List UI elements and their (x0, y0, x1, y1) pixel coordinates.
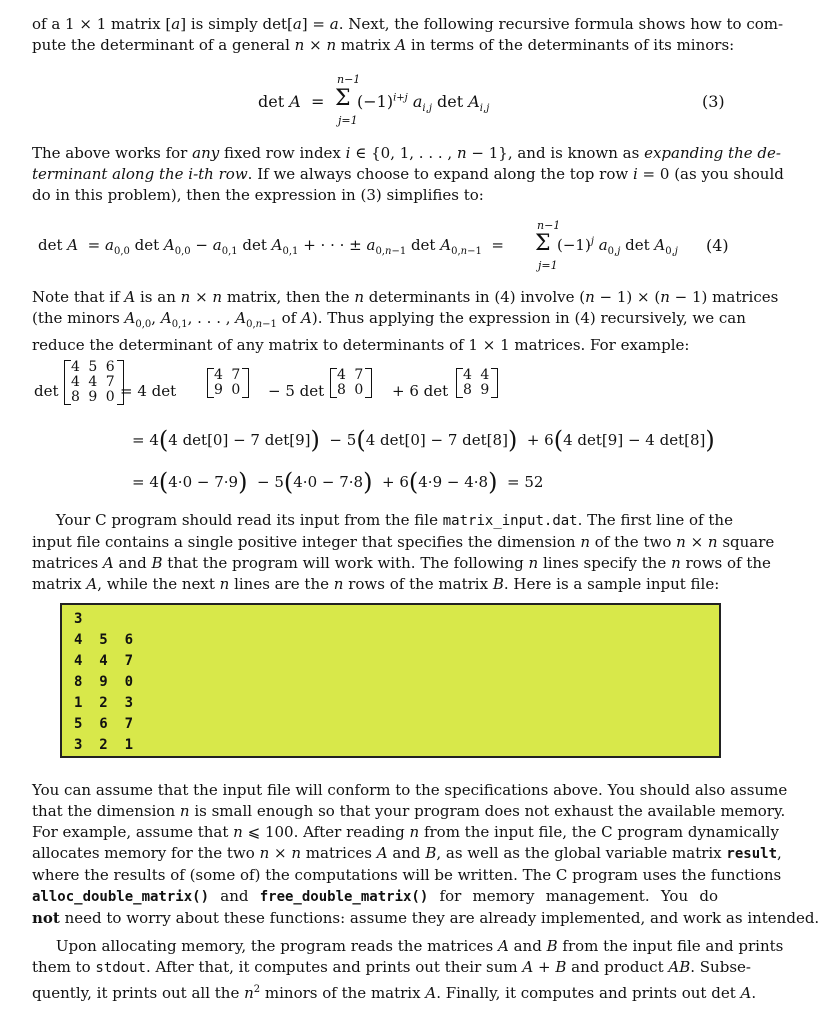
coefficient: 6 (409, 382, 419, 400)
eq4-sum: $(-1)^j$ $a_{0,j}$ $\det A_{0,j}$ (557, 236, 678, 257)
text-line: (the minors $A_{0,0}$, $A_{0,1}$, . . . , $A_{0,n-1}$ of A). Thus applying the expression in (4) recursively, we can (32, 309, 746, 330)
coefficient: 4 (137, 382, 147, 400)
matrix-row: 4 7 (214, 367, 243, 383)
minor-matrix (207, 368, 249, 398)
eq4-lower-limit: j=1 (538, 259, 558, 272)
text-line: You can assume that the input file will conform to the specifications above. You should also assume (32, 781, 788, 799)
text-line: For example, assume that n ⩽ 100. After reading n from the input file, the C program dynamically (32, 823, 779, 841)
text-line: Upon allocating memory, the program reads the matrices A and B from the input file and prints (32, 937, 784, 955)
minor-matrix (456, 368, 498, 398)
paragraph-program-flow (32, 936, 784, 1004)
text-line: them to stdout. After that, it computes and prints out their sum A + B and product AB. Subse- (32, 958, 751, 976)
expansion-term-3: + 6 det (392, 382, 449, 400)
sample-input-file (60, 603, 721, 758)
matrix-row: 4 4 (463, 367, 492, 383)
sigma-symbol: Σ (535, 231, 551, 256)
matrix-3x3 (64, 360, 124, 405)
text-line: pute the determinant of a general n × n matrix A in terms of the determinants of its minors: (32, 36, 735, 54)
eq4-body: $\det A = a_{0,0}$ $\det A_{0,0} - a_{0,1}$ $\det A_{0,1}$ + · · · ± $a_{0,n-1}$ $\det A_{0,n-1}$ = (38, 236, 504, 257)
example-line-3: = 4(4·0 − 7·9) − 5(4·0 − 7·8) + 6(4·9 − 4·8) = 52 (132, 468, 544, 496)
text-line: matrices A and B that the program will work with. The following n lines specify the n rows of the (32, 554, 771, 572)
paragraph-expansion (32, 143, 784, 206)
eq3-number: (3) (702, 92, 725, 111)
eq3-lhs: det A = (258, 92, 325, 111)
eq4-number: (4) (706, 236, 729, 255)
coefficient: 5 (285, 382, 295, 400)
code-line: 3 2 1 (74, 737, 134, 753)
text-line: quently, it prints out all the $n^2$ minors of the matrix A. Finally, it computes and prints out det A. (32, 984, 757, 1002)
matrix-row: 8 9 (463, 382, 492, 398)
matrix-row: 8 9 0 (71, 389, 117, 405)
eq4-upper-limit: n−1 (537, 219, 561, 232)
code-line: 8 9 0 (74, 674, 134, 690)
matrix-row: 4 4 7 (71, 374, 117, 390)
code-line: 5 6 7 (74, 716, 134, 732)
text-line: of a 1 × 1 matrix [a] is simply det[a] = a. Next, the following recursive formula shows how to com- (32, 15, 784, 33)
eq3-upper-limit: n−1 (337, 73, 361, 86)
text-line: matrix A, while the next n lines are the n rows of the matrix B. Here is a sample input file: (32, 575, 720, 593)
paragraph-recursion (32, 287, 779, 356)
minor-matrix (330, 368, 372, 398)
expansion-term-1: = 4 det (120, 382, 177, 400)
text-line: not need to worry about these functions: assume they are already implemented, and work as intended. (32, 909, 819, 927)
text-line: allocates memory for the two n × n matrices A and B, as well as the global variable matrix result, (32, 844, 782, 862)
paragraph-input-file (32, 510, 775, 595)
paragraph-assumptions (32, 780, 819, 929)
det-label: det (34, 382, 59, 400)
code-line: 3 (74, 611, 83, 627)
text-line: The above works for any fixed row index i ∈ {0, 1, . . . , n − 1}, and is known as expanding the de- (32, 144, 781, 162)
paragraph-intro (32, 14, 784, 56)
matrix-row: 8 0 (337, 382, 366, 398)
text-line: reduce the determinant of any matrix to determinants of 1 × 1 matrices. For example: (32, 336, 690, 354)
text-line: where the results of (some of) the computations will be written. The C program uses the functions (32, 866, 782, 884)
code-line: 4 5 6 (74, 632, 134, 648)
code-line: 1 2 3 (74, 695, 134, 711)
text-line: do in this problem), then the expression in (3) simplifies to: (32, 186, 484, 204)
text-line: Your C program should read its input from the file matrix_input.dat. The first line of the (32, 511, 733, 529)
eq3-lower-limit: j=1 (338, 114, 358, 127)
example-line-2: = 4(4 det[0] − 7 det[9]) − 5(4 det[0] − 7 det[8]) + 6(4 det[9] − 4 det[8]) (132, 426, 715, 454)
text-line: input file contains a single positive integer that specifies the dimension n of the two n × n square (32, 533, 775, 551)
sigma-symbol: Σ (335, 86, 351, 111)
text-line: Note that if A is an n × n matrix, then the n determinants in (4) involve (n − 1) × (n − 1) matrices (32, 288, 779, 306)
eq3-rhs: $(-1)^{i+j}$ $a_{i,j}$ $\det A_{i,j}$ (357, 92, 490, 115)
matrix-row: 4 5 6 (71, 359, 117, 375)
matrix-row: 4 7 (337, 367, 366, 383)
matrix-row: 9 0 (214, 382, 243, 398)
text-line: terminant along the i-th row. If we always choose to expand along the top row i = 0 (as you should (32, 165, 784, 183)
expansion-term-2: − 5 det (268, 382, 325, 400)
code-line: 4 4 7 (74, 653, 134, 669)
text-line: alloc_double_matrix() and free_double_matrix() for memory management. You do (32, 887, 718, 905)
text-line: that the dimension n is small enough so that your program does not exhaust the available memory. (32, 802, 786, 820)
